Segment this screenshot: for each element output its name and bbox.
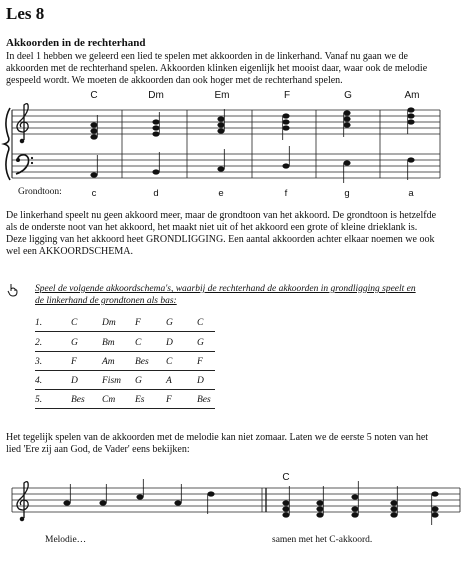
chord-name: C: [90, 90, 98, 101]
table-rule: [35, 370, 215, 371]
table-cell: D: [71, 376, 78, 386]
bass-note: [407, 157, 414, 180]
chord-c-notes: [90, 115, 97, 140]
chord-em-notes: [217, 109, 224, 134]
table-cell: C: [135, 338, 142, 348]
treble-clef-icon: [17, 104, 28, 143]
bass-note: [152, 152, 159, 175]
table-cell: Es: [135, 395, 145, 405]
row-number: 2.: [35, 338, 43, 348]
bass-note-name: a: [408, 188, 414, 199]
explanation-line-1: De linkerhand speelt nu geen akkoord meer, maar de grondtoon van het akkoord. De grondtoon is hetzelfde: [6, 210, 437, 221]
table-cell: Bes: [71, 395, 85, 405]
table-cell: G: [135, 376, 142, 386]
chord-am-notes: [407, 107, 414, 134]
chord-name: Dm: [148, 90, 164, 101]
melody-note: [207, 491, 214, 514]
bass-note-name: c: [91, 188, 97, 199]
grand-staff: [0, 100, 474, 185]
melody-text-line-1: Het tegelijk spelen van de akkoorden met de melodie kan niet zomaar. Laten we de eerste 5 noten van het: [6, 432, 429, 443]
chord-note-group: [282, 486, 289, 518]
exercise-line-2: de linkerhand de grondtonen als bas:: [35, 296, 177, 306]
bass-note-name: g: [344, 188, 350, 199]
table-cell: Bes: [197, 395, 211, 405]
table-rule: [35, 408, 215, 409]
chord-name: Am: [404, 90, 420, 101]
chord-f-notes: [282, 113, 289, 140]
explanation-line-4: wel een AKKOORDSCHEMA.: [6, 246, 133, 257]
row-number: 1.: [35, 318, 43, 328]
intro-line-3: gespeeld wordt. We moeten de akkoorden dan ook hoger met de rechterhand spelen.: [6, 75, 343, 86]
chord-name: C: [282, 472, 290, 483]
intro-line-1: In deel 1 hebben we geleerd een lied te spelen met akkoorden in de linkerhand. Vanaf nu gaan we de: [6, 51, 408, 62]
melody-note: [99, 484, 106, 506]
chord-note-group: [431, 491, 438, 525]
melody-notes: [63, 479, 214, 514]
melody-caption-left: Melodie…: [45, 535, 87, 545]
melody-note: [174, 484, 181, 506]
table-cell: F: [166, 395, 172, 405]
table-cell: Cm: [102, 395, 116, 405]
melody-text-line-2: lied 'Ere zij aan God, de Vader' eens bekijken:: [6, 444, 190, 455]
melody-staff: [0, 478, 474, 528]
table-cell: G: [166, 318, 173, 328]
chord-name: Em: [214, 90, 230, 101]
table-cell: Bm: [102, 338, 115, 348]
table-cell: Am: [102, 357, 115, 367]
table-rule: [35, 331, 215, 332]
chord-name: F: [283, 90, 291, 101]
bass-note-name: f: [284, 188, 288, 199]
table-rule: [35, 389, 215, 390]
melody-note: [136, 479, 143, 500]
bass-clef-icon: [16, 155, 33, 174]
table-cell: Fism: [102, 376, 121, 386]
table-cell: D: [197, 376, 204, 386]
exercise-line-1: Speel de volgende akkoordschema's, waarbij de rechterhand de akkoorden in grondligging speelt en: [35, 284, 416, 294]
melody-caption-right: samen met het C-akkoord.: [272, 535, 373, 545]
bass-note-name: e: [218, 188, 224, 199]
table-cell: A: [166, 376, 172, 386]
table-cell: D: [166, 338, 173, 348]
table-cell: C: [197, 318, 204, 328]
table-cell: Dm: [102, 318, 116, 328]
table-cell: C: [166, 357, 173, 367]
treble-chords: [90, 107, 414, 140]
chord-note-group: [316, 486, 323, 518]
row-number: 5.: [35, 395, 43, 405]
chord-name: G: [344, 90, 352, 101]
table-cell: F: [71, 357, 77, 367]
explanation-line-3: Deze ligging van het akkoord heet GRONDLIGGING. Een aantal akkoorden achter elkaar noemen we ook: [6, 234, 435, 245]
row-number: 3.: [35, 357, 43, 367]
table-cell: G: [197, 338, 204, 348]
row-number: 4.: [35, 376, 43, 386]
bass-note: [282, 146, 289, 169]
table-cell: Bes: [135, 357, 149, 367]
table-cell: F: [197, 357, 203, 367]
intro-line-2: akkoorden met de rechterhand spelen. Akkoorden klinken eigenlijk het mooist daar, waar ook de melodie: [6, 63, 428, 74]
chord-g-notes: [343, 110, 350, 137]
bass-root-notes: [90, 146, 414, 183]
section-heading: Akkoorden in de rechterhand: [6, 37, 146, 49]
treble-clef-icon: [17, 482, 28, 521]
table-cell: C: [71, 318, 78, 328]
hand-pointer-icon: [7, 283, 19, 297]
table-rule: [35, 351, 215, 352]
page-title: Les 8: [6, 4, 45, 23]
explanation-line-2: als de onderste noot van het akkoord, het maakt niet uit of het akkoord een grote of kleine drieklank is.: [6, 222, 418, 233]
table-cell: F: [135, 318, 141, 328]
melody-note: [63, 484, 70, 506]
grondtoon-label: Grondtoon:: [18, 187, 62, 197]
bass-note-name: d: [153, 188, 159, 199]
brace: [4, 108, 10, 180]
table-cell: G: [71, 338, 78, 348]
chord-note-group: [390, 486, 397, 518]
